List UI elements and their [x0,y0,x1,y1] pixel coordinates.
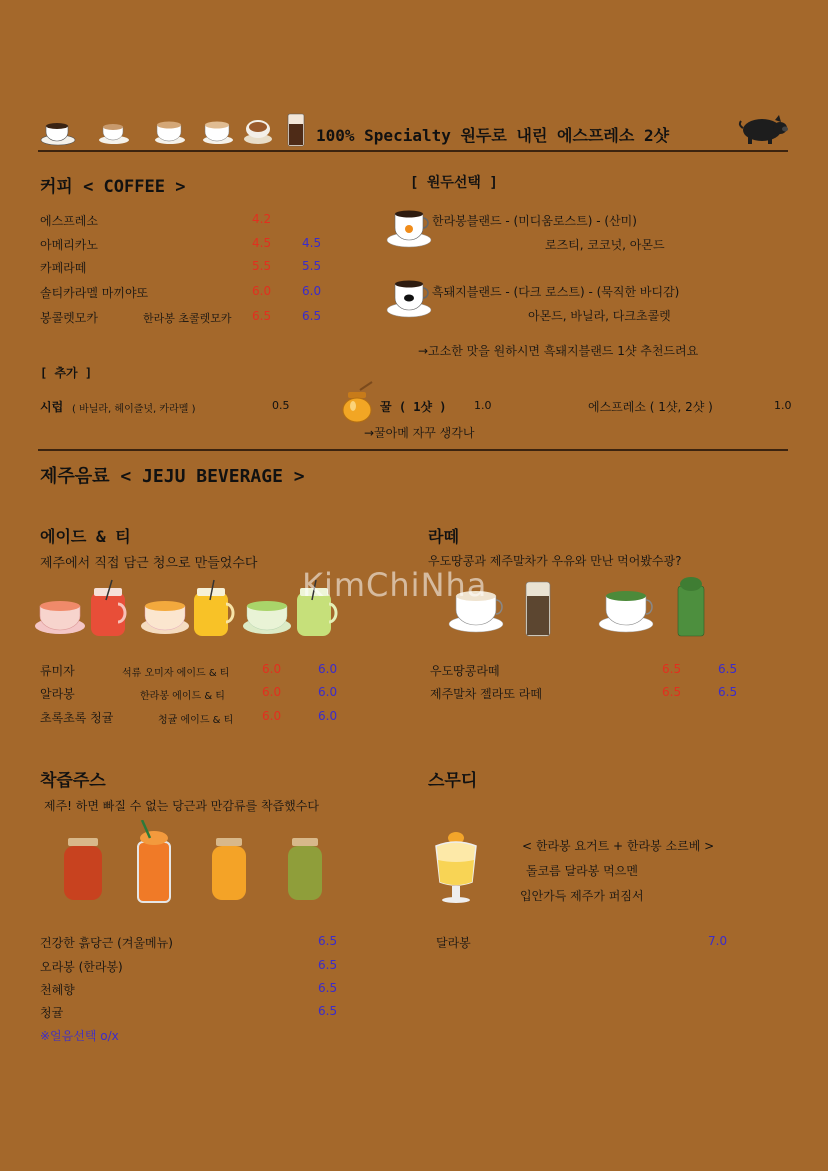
header-title: 100% Specialty 원두로 내린 에스프레소 2샷 [316,126,670,145]
juice-section-title: 착즙주스 [40,771,106,791]
menu-price-hot: 5.5 [252,259,272,273]
smoothie-glass-illustration [430,830,482,908]
menu-item-name: 천혜향 [40,983,75,997]
menu-item-name: 류미자 [40,664,75,678]
menu-price-ice: 6.5 [718,685,738,699]
espresso-shot-price: 1.0 [774,399,792,412]
menu-price: 6.5 [318,981,338,995]
menu-price-hot: 6.0 [262,685,282,699]
syrup-options: ( 바닐라, 헤이즐넛, 카라멜 ) [72,404,196,415]
menu-item-name: 초록초록 청귤 [40,711,114,725]
blend2-description: 흑돼지블랜드 - (다크 로스트) - (묵직한 바디감) [432,285,680,299]
menu-item-name: 제주말차 젤라또 라떼 [430,687,542,701]
honey-note: →꿀아메 자꾸 생각나 [364,426,475,440]
header-cup-row [40,112,310,148]
coffee-section-title: 커피 < COFFEE > [40,177,186,197]
menu-item-name: 봉콜렛모카 [40,311,98,325]
menu-item-name: 카페라떼 [40,261,87,275]
smoothie-description-1: < 한라봉 요거트 + 한라봉 소르베 > [522,839,715,853]
pig-icon [738,113,788,149]
ade-subtitle: 제주에서 직접 담근 청으로 만들었수다 [40,556,258,571]
menu-item-name: 건강한 흙당근 (겨울메뉴) [40,936,173,950]
juice-bottles-illustration [60,820,330,908]
menu-item-name: 우도땅콩라떼 [430,664,500,678]
honey-price: 1.0 [474,399,492,412]
menu-price: 7.0 [708,934,728,948]
blend2-cup-icon [386,276,434,324]
menu-item-subname: 한라봉 에이드 & 티 [140,691,225,702]
menu-item-subname: 청귤 에이드 & 티 [158,715,234,726]
watermark: KimChiNha [302,566,488,604]
menu-item-name: 달라봉 [436,936,471,950]
menu-price-ice: 6.0 [318,685,338,699]
menu-price-hot: 6.5 [662,662,682,676]
smoothie-section-title: 스무디 [428,771,478,791]
blend2-notes: 아몬드, 바닐라, 다크초콜렛 [528,309,671,323]
ade-section-title: 에이드 & 티 [40,527,131,546]
juice-subtitle: 제주! 하면 빠질 수 없는 당근과 만감류를 착즙했수다 [44,799,319,813]
menu-item-name: 솔티카라멜 마끼야또 [40,286,149,300]
menu-price-ice: 6.0 [302,284,322,298]
espresso-shot-label: 에스프레소 ( 1샷, 2샷 ) [588,400,713,414]
latte-subtitle: 우도땅콩과 제주말차가 우유와 만난 먹어봤수광? [428,554,682,568]
blend1-notes: 로즈티, 코코넛, 아몬드 [545,238,665,252]
menu-item-name: 에스프레소 [40,214,98,228]
section-divider [38,449,788,451]
blend-recommendation: →고소한 맛을 원하시면 흑돼지블랜드 1샷 추천드려요 [418,344,699,358]
syrup-label: 시럽 [40,400,64,414]
menu-price-hot: 4.2 [252,212,272,226]
beans-section-title: [ 원두선택 ] [410,175,498,191]
menu-price: 6.5 [318,958,338,972]
menu-item-name: 청귤 [40,1006,64,1020]
smoothie-description-2: 돌코름 달라봉 먹으멘 [526,864,638,878]
menu-price: 6.5 [318,934,338,948]
blend1-description: 한라봉블랜드 - (미디움로스트) - (산미) [432,214,637,228]
menu-price-ice: 6.5 [302,309,322,323]
menu-item-subname: 석류 오미자 에이드 & 티 [122,668,230,679]
menu-item-subname: 한라봉 초콜렛모카 [143,312,232,325]
menu-price-hot: 6.0 [252,284,272,298]
menu-price-hot: 6.5 [252,309,272,323]
latte-drinks-illustration [448,574,718,644]
ade-drinks-illustration [34,578,344,648]
syrup-price: 0.5 [272,399,290,412]
menu-item-name: 아메리카노 [40,238,98,252]
menu-price-hot: 6.0 [262,709,282,723]
menu-item-name: 오라봉 (한라봉) [40,960,123,974]
menu-price-hot: 6.0 [262,662,282,676]
ice-option-note: ※얼음선택 o/x [40,1029,119,1043]
addons-section-title: [ 추가 ] [40,366,93,380]
latte-section-title: 라떼 [428,527,459,546]
header-divider [38,150,788,152]
menu-price-hot: 6.5 [662,685,682,699]
honey-jar-icon [340,380,376,428]
menu-item-name: 알라봉 [40,687,75,701]
menu-price-ice: 4.5 [302,236,322,250]
menu-price-hot: 4.5 [252,236,272,250]
menu-price-ice: 6.0 [318,709,338,723]
blend1-cup-icon [386,206,434,254]
menu-price-ice: 6.0 [318,662,338,676]
menu-price-ice: 5.5 [302,259,322,273]
honey-label: 꿀 ( 1샷 ) [380,400,447,414]
coffee-cup-icons [40,112,310,148]
menu-price: 6.5 [318,1004,338,1018]
jeju-section-title: 제주음료 < JEJU BEVERAGE > [40,466,305,487]
menu-price-ice: 6.5 [718,662,738,676]
smoothie-description-3: 입안가득 제주가 퍼짐서 [520,889,644,903]
